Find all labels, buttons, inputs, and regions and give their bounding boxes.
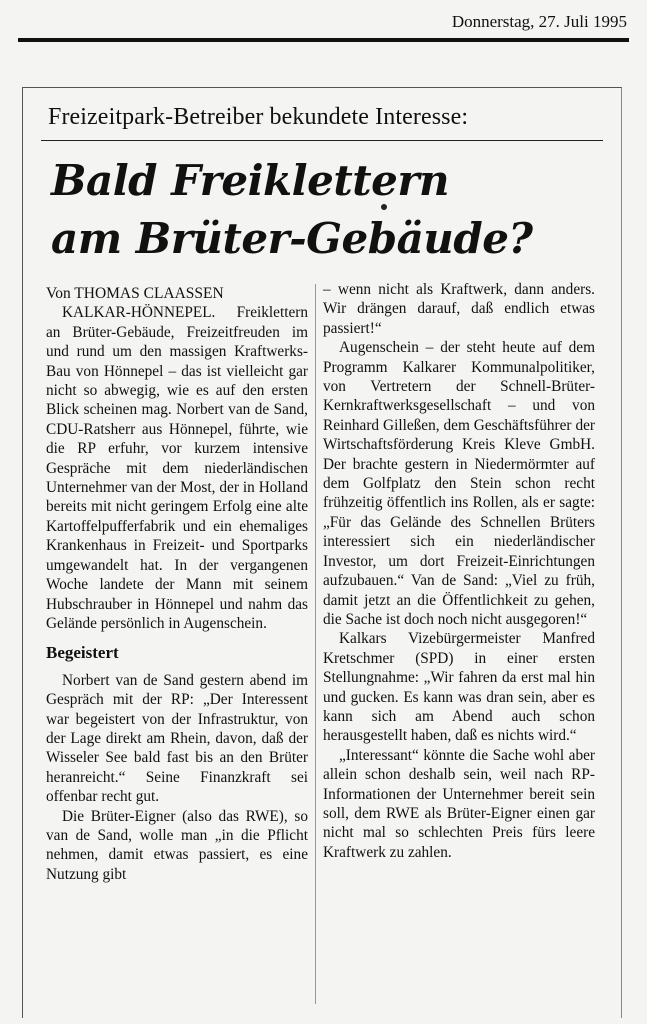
paragraph: KALKAR-HÖNNEPEL. Freiklettern an Brüter-Gebäude, Freizeitfreuden im und rund um den massigen Kraftwerks-Bau von Hönnepel – das ist vielleicht gar nicht so abwegig, wie es auf den ersten Blick scheinen mag. Norbert van de Sand, CDU-Ratsherr aus Hönnepel, führte, wie die RP erfuhr, vor kurzem intensive Gespräche mit dem niederländischen Unternehmer van der Most, der in Holland bereits mit nicht geringem Erfolg eine alte Kartoffelpufferfabrik und ein ehemaliges Krankenhaus in Freizeit- und Sportparks umgewandelt hat. In der vergangenen Woche landete der Mann mit seinem Hubschrauber in Hönnepel und nahm das Gelände persönlich in Augenschein.: [46, 304, 308, 632]
left-column: [46, 284, 308, 884]
paragraph: Augenschein – der steht heute auf dem Programm Kalkarer Kommunalpolitiker, von Vertretern der Schnell-Brüter-Kernkraftwerksgesellschaft – und von Reinhard Gilleßen, dem Geschäftsführer der Wirtschaftsförderung Kreis Kleve GmbH. Der brachte gestern in Niedermörmter auf dem Golfplatz den Stein schon recht frühzeitig öffentlich ins Rollen, als er sagte: „Für das Gelände des Schnellen Brüters interessiert sich ein niederländischer Investor, um dort Freizeit-Einrichtungen aufzubauen.“ Van de Sand: „Viel zu früh, damit jetzt an die Öffentlichkeit zu gehen, die Sache ist doch noch nicht ausgegoren!“: [323, 339, 595, 628]
subhead: Begeistert: [46, 643, 119, 663]
paragraph: Norbert van de Sand gestern abend im Gespräch mit der RP: „Der Interessent war begeistert von der Infrastruktur, von der Lage direkt am Rhein, davon, daß der Wisseler See bald fast bis an den Brüter heranreicht.“ Seine Finanzkraft sei offenbar recht gut.: [46, 671, 308, 806]
headline-line-2: am Brüter-Gebäude?: [51, 214, 533, 263]
column-rule: [315, 284, 316, 1004]
kicker: Freizeitpark-Betreiber bekundete Interesse:: [48, 104, 469, 130]
article-clipping: [22, 87, 622, 1018]
byline: Von THOMAS CLAASSEN: [46, 285, 224, 302]
paragraph: Die Brüter-Eigner (also das RWE), so van de Sand, wolle man „in die Pflicht nehmen, damit etwas passiert, es eine Nutzung gibt: [46, 807, 308, 883]
headline-line-1: Bald Freiklettern: [51, 156, 450, 205]
headline: [51, 152, 533, 268]
paragraph: – wenn nicht als Kraftwerk, dann anders. Wir drängen darauf, daß endlich etwas passiert!“: [323, 281, 595, 337]
paragraph: „Interessant“ könnte die Sache wohl aber allein schon deshalb sein, weil nach RP-Informationen der Unternehmer bereit sein soll, dem RWE als Brüter-Eigner einen gar nicht mal so schlechten Preis fürs leere Kraftwerk zu zahlen.: [323, 746, 595, 861]
right-column: [323, 280, 595, 862]
issue-date: Donnerstag, 27. Juli 1995: [451, 12, 627, 31]
paragraph: Kalkars Vizebürgermeister Manfred Kretschmer (SPD) in einer ersten Stellungnahme: „Wir fahren da erst mal hin und gucken. Es kann was dran sein, aber es kann sich am Abend auch schon herausgestellt haben, daß es nichts wird.“: [323, 630, 595, 745]
kicker-rule: [41, 140, 603, 141]
top-rule: [18, 38, 629, 42]
